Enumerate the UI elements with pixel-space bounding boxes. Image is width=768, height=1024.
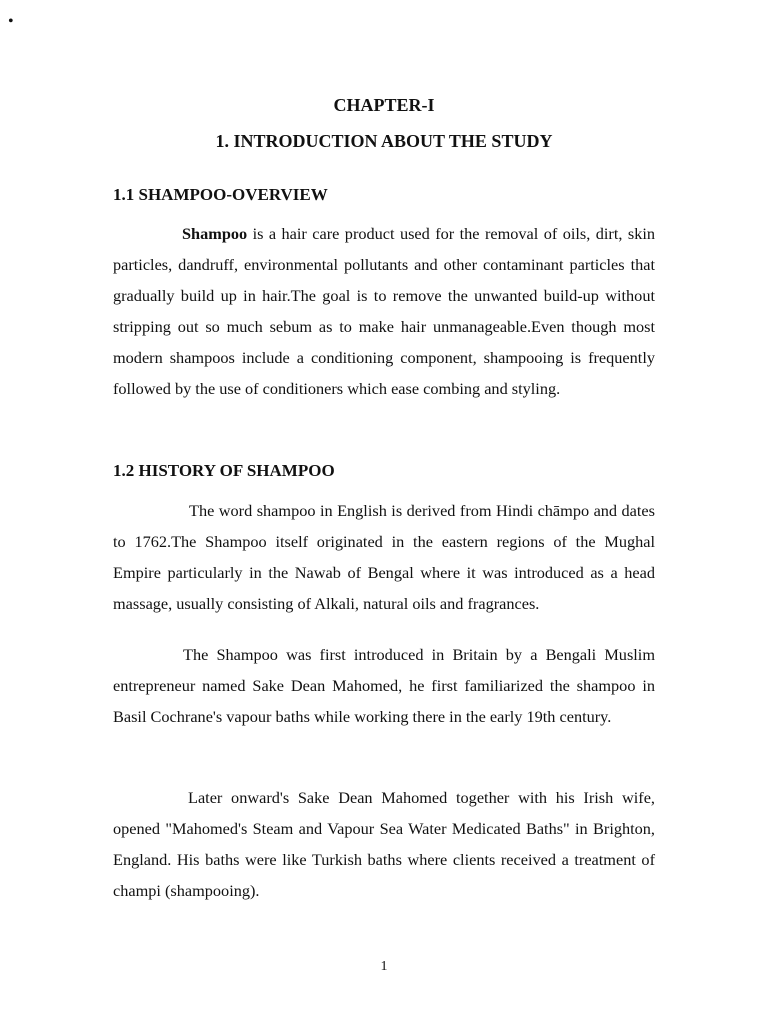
history-paragraph-3: Later onward's Sake Dean Mahomed together with his Irish wife, opened "Mahomed's Steam and Vapour Sea Water Medicated Baths" in Brighton, England. His baths were like Turkish baths where clients received a treatment of champi (shampooing). [113, 788, 655, 900]
lead-word: Shampoo [182, 224, 248, 243]
overview-paragraph [113, 218, 655, 404]
chapter-label: CHAPTER-I [333, 95, 435, 115]
bullet-mark: • [8, 13, 14, 30]
history-paragraph-1: The word shampoo in English is derived from Hindi chāmpo and dates to 1762.The Shampoo itself originated in the eastern regions of the Mughal Empire particularly in the Nawab of Bengal where it was introduced as a head massage, usually consisting of Alkali, natural oils and fragrances. [113, 501, 655, 613]
section-heading-overview: 1.1 SHAMPOO-OVERVIEW [113, 185, 328, 204]
section-heading-history: 1.2 HISTORY OF SHAMPOO [113, 461, 335, 480]
page-number: 1 [380, 959, 388, 974]
history-paragraph-2: The Shampoo was first introduced in Britain by a Bengali Muslim entrepreneur named Sake Dean Mahomed, he first familiarized the shampoo in Basil Cochrane's vapour baths while working there in the early 19th century. [113, 645, 655, 726]
chapter-title: 1. INTRODUCTION ABOUT THE STUDY [215, 131, 553, 151]
overview-text: is a hair care product used for the removal of oils, dirt, skin particles, dandruff, environmental pollutants and other contaminant particles that gradually build up in hair.The goal is to remove the unwanted build-up without stripping out so much sebum as to make hair unmanageable.Even though most modern shampoos include a conditioning component, shampooing is frequently followed by the use of conditioners which ease combing and styling. [113, 224, 655, 398]
